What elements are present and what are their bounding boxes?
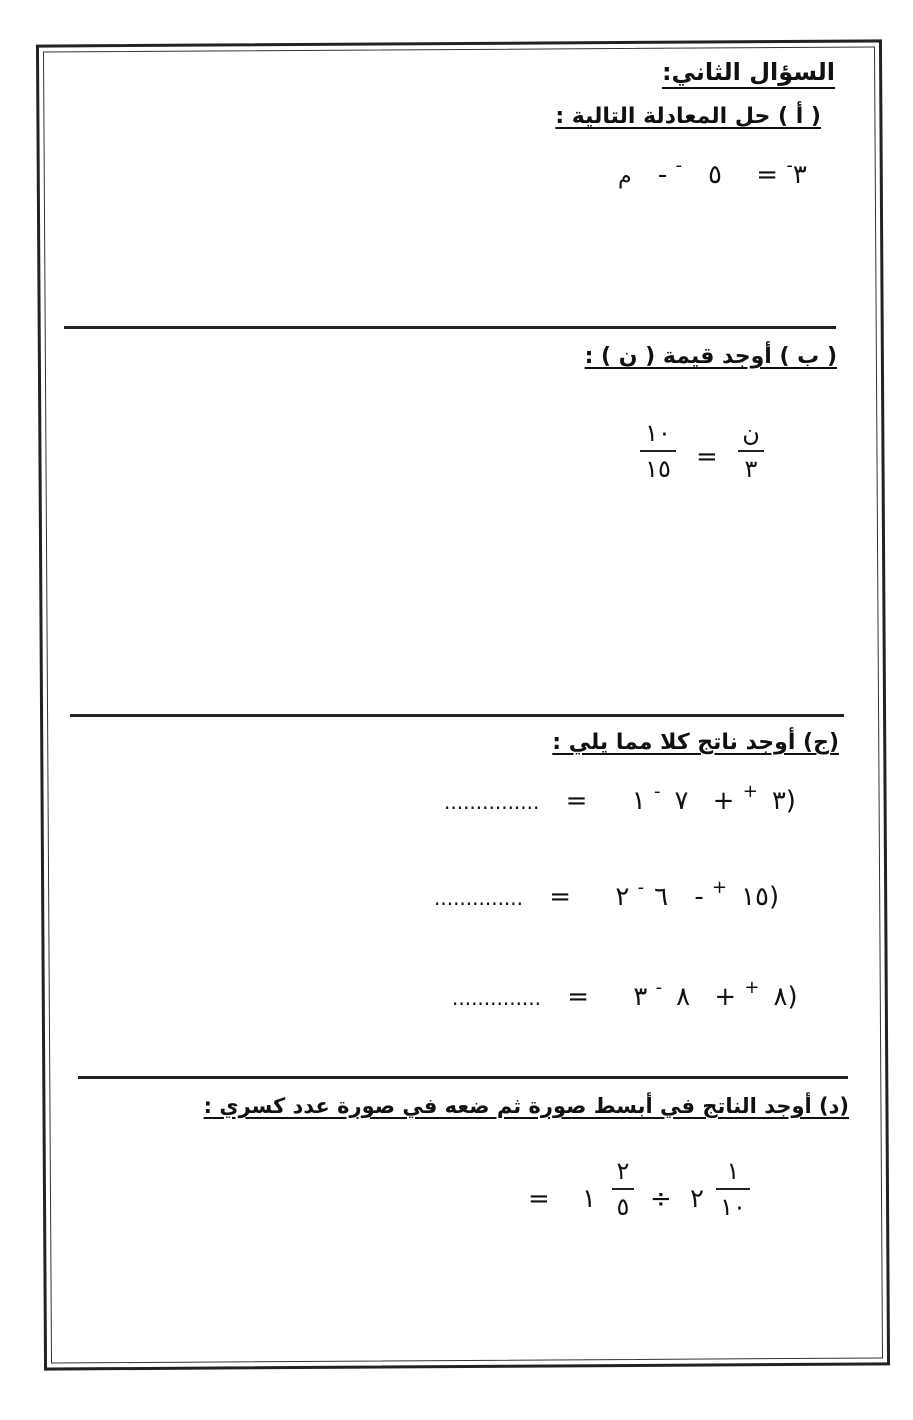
part-c-item-1-b: ٣ <box>771 786 786 816</box>
part-c-item-3-equals: = <box>567 982 590 1012</box>
part-c-item-2-number: ٢) <box>615 882 780 912</box>
page-border-inner <box>43 46 883 1363</box>
part-c-item-1-equals: = <box>565 786 588 816</box>
part-b-right-fraction <box>640 420 676 482</box>
part-d-first-denominator: ١٠ <box>720 1193 746 1221</box>
part-d-divide: ÷ <box>650 1184 672 1214</box>
part-c-label: (ج) أوجد ناتج كلا مما يلي : <box>552 730 839 755</box>
part-a-three: ٣ <box>792 160 807 190</box>
part-c-item-1-a: ٧ <box>674 786 689 816</box>
part-c-item-3-a-sign: - <box>655 977 663 998</box>
part-d-second-whole: ١ <box>582 1184 596 1214</box>
part-d-second-fraction <box>612 1158 634 1220</box>
part-c-item-2 <box>434 877 780 912</box>
question-heading: السؤال الثاني: <box>662 58 835 89</box>
part-c-item-2-a-sign: - <box>637 877 645 898</box>
part-d-second-numerator: ٢ <box>616 1157 630 1185</box>
part-a-neg-sign-1: - <box>786 155 793 176</box>
part-b-left-fraction <box>738 420 764 482</box>
part-a-variable: م <box>618 164 632 189</box>
part-b-left-numerator: ن <box>742 419 760 447</box>
part-c-item-3-b-sign: + <box>744 977 760 998</box>
part-d-first-fraction <box>716 1158 750 1220</box>
divider-2 <box>70 714 844 717</box>
part-c-item-1 <box>444 781 796 816</box>
part-d-first-whole: ٢ <box>690 1184 704 1214</box>
part-a-minus: - <box>657 160 668 190</box>
part-c-item-2-a: ٦ <box>654 882 669 912</box>
part-c-item-2-equals: = <box>549 882 572 912</box>
part-d-label: (د) أوجد الناتج في أبسط صورة ثم ضعه في صورة عدد كسري : <box>203 1094 849 1118</box>
part-b-equals: = <box>696 442 718 472</box>
part-b-left-denominator: ٣ <box>744 455 758 483</box>
part-d-first-numerator: ١ <box>726 1157 740 1185</box>
part-c-item-2-b: ١٥ <box>741 882 769 912</box>
part-b-right-numerator: ١٠ <box>645 419 671 447</box>
part-d-second-denominator: ٥ <box>616 1193 630 1221</box>
part-c-item-1-a-sign: - <box>653 781 661 802</box>
part-c-item-3-op: + <box>714 982 737 1012</box>
part-c-item-1-op: + <box>712 786 735 816</box>
part-c-item-2-op: - <box>694 882 704 912</box>
part-b-right-denominator: ١٥ <box>645 455 671 483</box>
part-c-item-3 <box>452 977 798 1012</box>
part-c-item-3-blank: .............. <box>452 986 542 1010</box>
part-a-equals: = <box>756 160 779 190</box>
divider-1 <box>64 326 836 329</box>
part-c-item-1-blank: ............... <box>444 790 540 814</box>
part-c-item-3-b: ٨ <box>773 982 788 1012</box>
part-c-item-3-a: ٨ <box>676 982 691 1012</box>
part-c-item-2-b-sign: + <box>711 877 728 898</box>
part-d-equals: = <box>528 1184 550 1214</box>
part-a-neg-sign-2: - <box>675 155 683 176</box>
part-c-item-3-number: ٣) <box>633 982 798 1012</box>
part-c-item-1-b-sign: + <box>742 781 758 802</box>
divider-3 <box>78 1076 848 1079</box>
part-a-equation <box>608 155 807 190</box>
part-a-label: ( أ ) حل المعادلة التالية : <box>555 104 821 129</box>
part-b-label: ( ب ) أوجد قيمة ( ن ) : <box>584 344 837 369</box>
part-a-five: ٥ <box>708 160 723 190</box>
part-c-item-1-number: ١) <box>631 786 796 816</box>
part-c-item-2-blank: .............. <box>434 886 524 910</box>
